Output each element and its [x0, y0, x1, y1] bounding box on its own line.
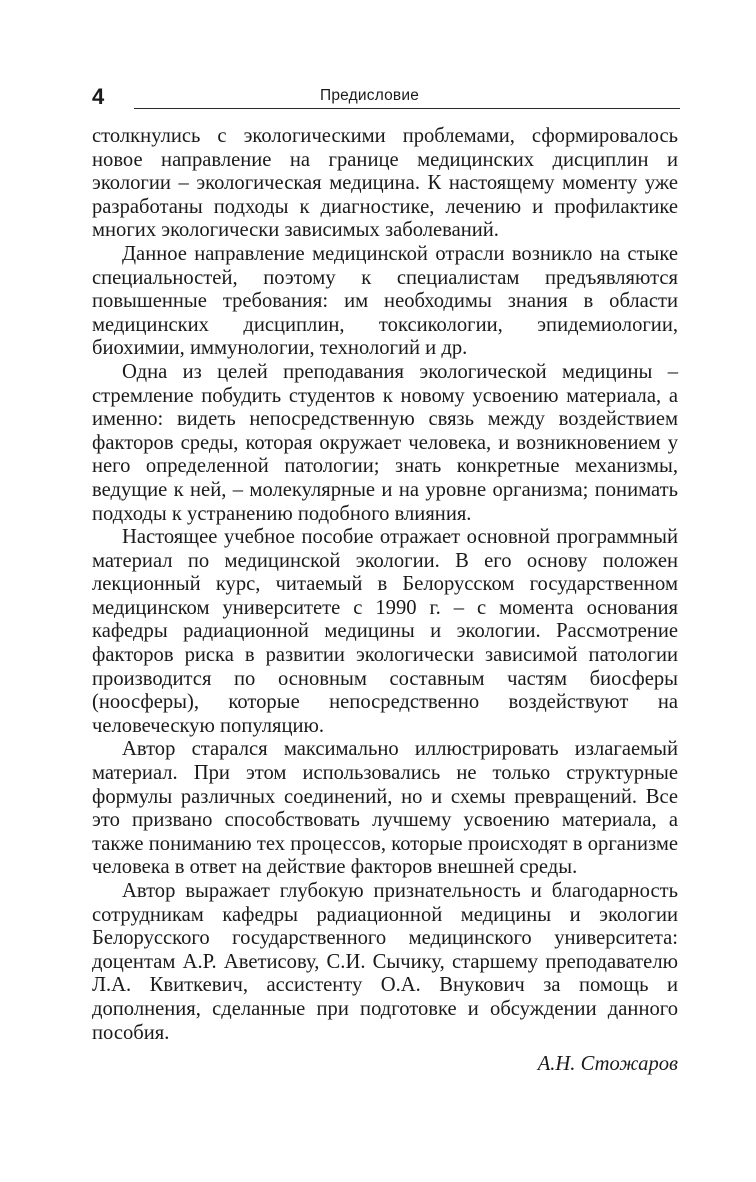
paragraph-continuation: столкнулись с экологическими проблемами, сформировалось новое направление на границе медицинских дисциплин и экологии – экологическая медицина. К настоящему моменту уже разработаны подходы к диагностике, лечению и профилактике многих экологически зависимых заболеваний.	[92, 125, 678, 242]
page-number: 4	[92, 84, 105, 109]
header-rule	[134, 108, 680, 109]
paragraph: Автор выражает глубокую признательность и благодарность сотрудникам кафедры радиационной медицины и экологии Белорусского государственного медицинского университета: доцентам А.Р. Аветисову, С.И. Сычику, старшему преподавателю Л.А. Квиткевич, ассистенту О.А. Внукович за помощь и дополнения, сделанные при подготовке и обсуждении данного пособия.	[92, 880, 678, 1044]
preface-body	[92, 125, 678, 1077]
running-header	[92, 84, 680, 114]
author-signature: А.Н. Стожаров	[537, 1053, 678, 1076]
paragraph: Настоящее учебное пособие отражает основной программный материал по медицинской экологии. В его основу положен лекционный курс, читаемый в Белорусском государственном медицинском университете с 1990 г. – с момента основания кафедры радиационной медицины и экологии. Рассмотрение факторов риска в развитии экологически зависимой патологии производится по основным составным частям биосферы (ноосферы), которые непосредственно воздействуют на человеческую популяцию.	[92, 526, 678, 737]
paragraph: Данное направление медицинской отрасли возникло на стыке специальностей, поэтому к специалистам предъявляются повышенные требования: им необходимы знания в области медицинских дисциплин, токсикологии, эпидемиологии, биохимии, иммунологии, технологий и др.	[92, 242, 678, 360]
running-header-title: Предисловие	[320, 87, 420, 104]
paragraph: Автор старался максимально иллюстрировать излагаемый материал. При этом использовались не только структурные формулы различных соединений, но и схемы превращений. Все это призвано способствовать лучшему усвоению материала, а также пониманию тех процессов, которые происходят в организме человека в ответ на действие факторов внешней среды.	[92, 738, 678, 879]
paragraph: Одна из целей преподавания экологической медицины – стремление побудить студентов к новому усвоению материала, а именно: видеть непосредственную связь между воздействием факторов среды, которая окружает человека, и возникновением у него определенной патологии; знать конкретные механизмы, ведущие к ней, – молекулярные и на уровне организма; понимать подходы к устранению подобного влияния.	[92, 360, 678, 525]
